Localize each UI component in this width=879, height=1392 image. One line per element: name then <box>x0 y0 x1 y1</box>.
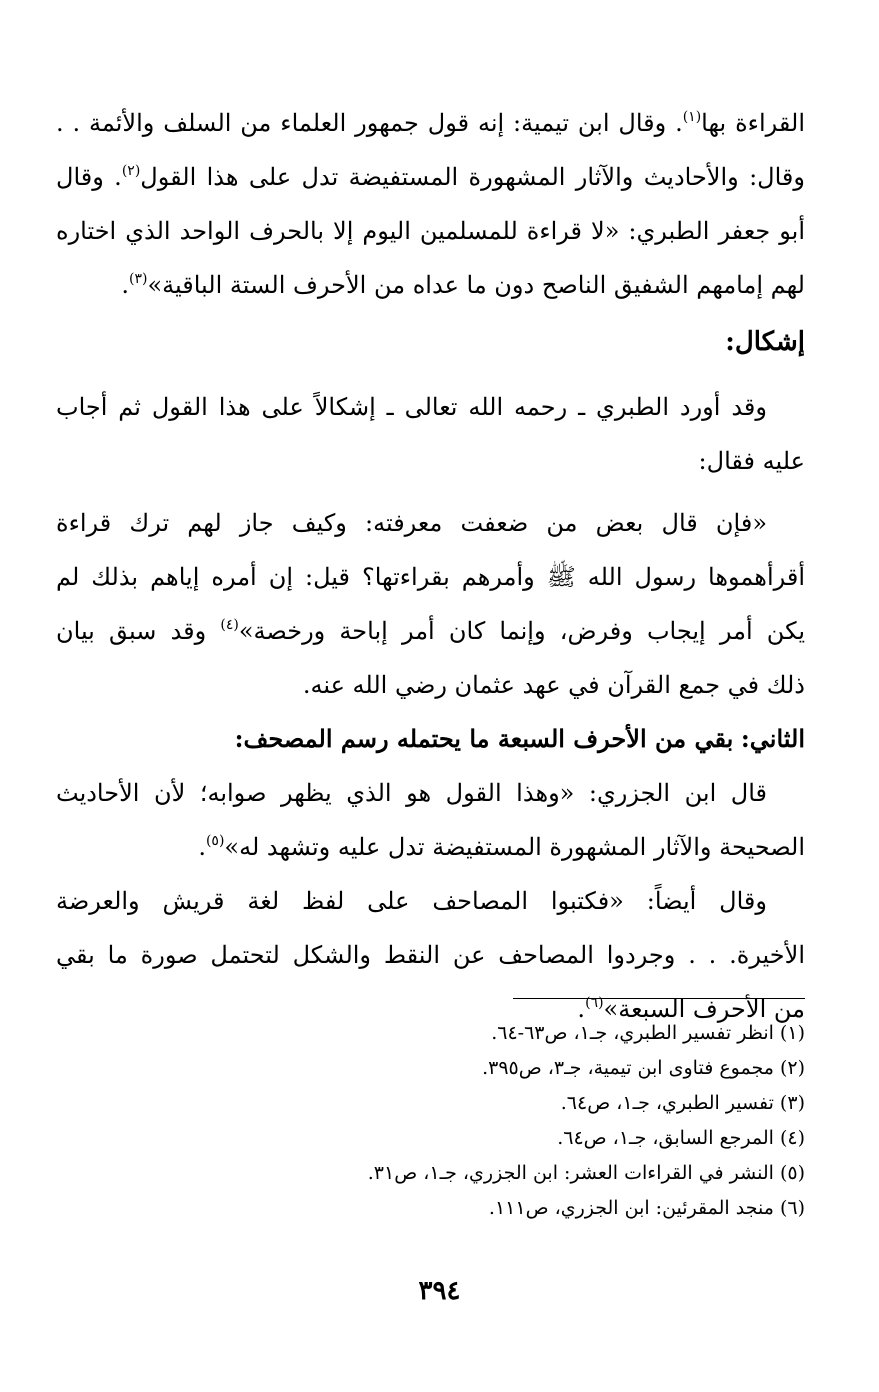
text-line: عليه فقال: <box>698 447 805 475</box>
footnotes <box>245 1016 805 1226</box>
footnote-ref: (٣) <box>129 271 148 287</box>
footnote-ref: (٦) <box>585 995 604 1011</box>
footnote-ref: (٢) <box>121 163 141 179</box>
footnote-item: (٦) منجد المقرئين: ابن الجزري، ص١١١. <box>488 1197 805 1219</box>
text-line: من الأحرف السبعة»$^{(٦)}$. <box>577 995 805 1023</box>
text-line: ذلك في جمع القرآن في عهد عثمان رضي الله عنه. <box>302 671 805 699</box>
text-line: القراءة بها$^{(١)}$. وقال ابن تيمية: إنه قول جمهور العلماء من السلف والأئمة . . <box>56 109 805 137</box>
subsection-heading: الثاني: بقي من الأحرف السبعة ما يحتمله رسم المصحف: <box>234 724 805 753</box>
footnote-ref: (٥) <box>205 833 225 849</box>
text-line: أقرأهموها رسول الله ﷺ وأمرهم بقراءتها؟ قيل: إن أمره إياهم بذلك لم <box>56 563 805 591</box>
text-line: يكن أمر إيجاب وفرض، وإنما كان أمر إباحة ورخصة»$^{(٤)}$ وقد سبق بيان <box>56 617 806 645</box>
text-line: قال ابن الجزري: «وهذا القول هو الذي يظهر صوابه؛ لأن الأحاديث <box>56 779 767 807</box>
paragraph-4 <box>56 766 805 874</box>
footnote-item: (٣) تفسير الطبري، جـ١، ص٦٤. <box>560 1092 805 1114</box>
footnote-ref: (٤) <box>220 617 239 633</box>
footnote-item: (٥) النشر في القراءات العشر: ابن الجزري، جـ١، ص٣١. <box>367 1162 805 1184</box>
section-heading: إشكال: <box>725 327 805 357</box>
text-line: لهم إمامهم الشفيق الناصح دون ما عداه من الأحرف الستة الباقية»$^{(٣)}$. <box>121 271 805 299</box>
text-line: وقد أورد الطبري ـ رحمه الله تعالى ـ إشكالاً على هذا القول ثم أجاب <box>56 393 767 421</box>
text-line: وقال: والأحاديث والآثار المشهورة المستفيضة تدل على هذا القول$^{(٢)}$. وقال <box>56 163 805 191</box>
text-line: «فإن قال بعض من ضعفت معرفته: وكيف جاز لهم ترك قراءة <box>56 509 767 537</box>
footnote-separator <box>513 998 805 999</box>
page-number: ٣٩٤ <box>418 1276 461 1306</box>
footnote-ref: (١) <box>682 109 702 125</box>
text-line: الصحيحة والآثار المشهورة المستفيضة تدل عليه وتشهد له»$^{(٥)}$. <box>198 833 805 861</box>
paragraph-2 <box>56 380 805 488</box>
footnote-item: (٢) مجموع فتاوى ابن تيمية، جـ٣، ص٣٩٥. <box>482 1057 805 1079</box>
footnote-item: (٤) المرجع السابق، جـ١، ص٦٤. <box>557 1127 805 1149</box>
text-line: الأخيرة. . . وجردوا المصاحف عن النقط والشكل لتحتمل صورة ما بقي <box>56 941 805 969</box>
paragraph-3 <box>56 496 805 712</box>
paragraph-1 <box>56 96 805 312</box>
text-line: أبو جعفر الطبري: «لا قراءة للمسلمين اليوم إلا بالحرف الواحد الذي اختاره <box>56 217 805 245</box>
paragraph-5 <box>56 874 805 1036</box>
main-text <box>56 96 805 1036</box>
footnote-item: (١) انظر تفسير الطبري، جـ١، ص٦٣-٦٤. <box>491 1022 805 1044</box>
text-line: وقال أيضاً: «فكتبوا المصاحف على لفظ لغة قريش والعرضة <box>56 887 767 915</box>
